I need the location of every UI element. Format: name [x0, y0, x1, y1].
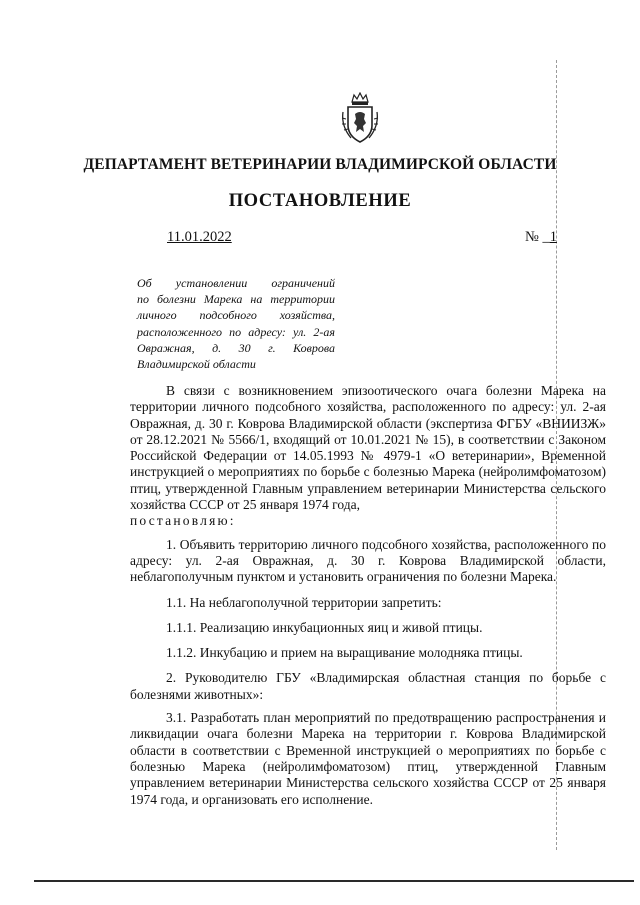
- item-1-1-2: 1.1.2. Инкубацию и прием на выращивание молодняка птицы.: [166, 645, 523, 661]
- number-label: № _: [525, 229, 550, 245]
- subject-line: личного подсобного хозяйства,: [137, 308, 335, 323]
- item-2: 2. Руководителю ГБУ «Владимирская областная станция по борьбе с болезнями животных»:: [130, 670, 606, 702]
- document-subject: [137, 275, 335, 372]
- document-body: [130, 383, 606, 808]
- subject-line: Об установлении ограничений: [137, 276, 335, 290]
- subject-line: Владимирской области: [137, 357, 256, 372]
- coat-of-arms-icon: [339, 92, 381, 144]
- item-1-1: 1.1. На неблагополучной территории запретить:: [166, 594, 442, 610]
- item-1-1-1: 1.1.1. Реализацию инкубационных яиц и живой птицы.: [166, 619, 483, 635]
- decree-word: постановляю:: [130, 513, 236, 529]
- subject-line: расположенного по адресу: ул. 2-ая: [137, 324, 335, 339]
- document-number: [525, 229, 557, 246]
- item-1: 1. Объявить территорию личного подсобного хозяйства, расположенного по адресу: ул. 2-ая Овражная, д. 30 г. Коврова Владимирской области, неблагополучным пунктом и установить ограничения по болезни Марека.: [130, 536, 606, 585]
- subject-line: по болезни Марека на территории: [137, 292, 335, 307]
- page-bottom-rule: [34, 880, 634, 882]
- document-type-title: ПОСТАНОВЛЕНИЕ: [228, 191, 412, 211]
- department-name: ДЕПАРТАМЕНТ ВЕТЕРИНАРИИ ВЛАДИМИРСКОЙ ОБЛАСТИ: [83, 156, 557, 173]
- subject-line: Овражная, д. 30 г. Коврова: [137, 340, 335, 355]
- preamble-paragraph: В связи с возникновением эпизоотического очага болезни Марека на территории личного подсобного хозяйства, расположенного по адресу: ул. 2-ая Овражная, д. 30 г. Коврова Владимирской области (экспертиза ФГБУ «ВНИИЗЖ» от 28.12.2021 № 5566/1, входящий от 10.01.2021 № 15), в соответствии с Законом Российской Федерации от 14.05.1993 № 4979-1 «О ветеринарии», Временной инструкцией о мероприятиях по борьбе с болезнью Марека (нейролимфоматозом) птиц, утвержденной Главным управлением ветеринарии Министерства сельского хозяйства СССР от 25 января 1974 года,: [130, 383, 606, 513]
- item-3-1: 3.1. Разработать план мероприятий по предотвращению распространения и ликвидации очага болезни Марека на территории г. Коврова Владимирской области в соответствии с Временной инструкцией о мероприятиях по борьбе с болезнью Марека (нейролимфоматозом) птиц, утвержденной Главным управлением ветеринарии Министерства сельского хозяйства СССР от 25 января 1974 года, и организовать его исполнение.: [130, 710, 606, 807]
- document-date: 11.01.2022: [167, 229, 232, 245]
- number-value: 1: [549, 229, 557, 245]
